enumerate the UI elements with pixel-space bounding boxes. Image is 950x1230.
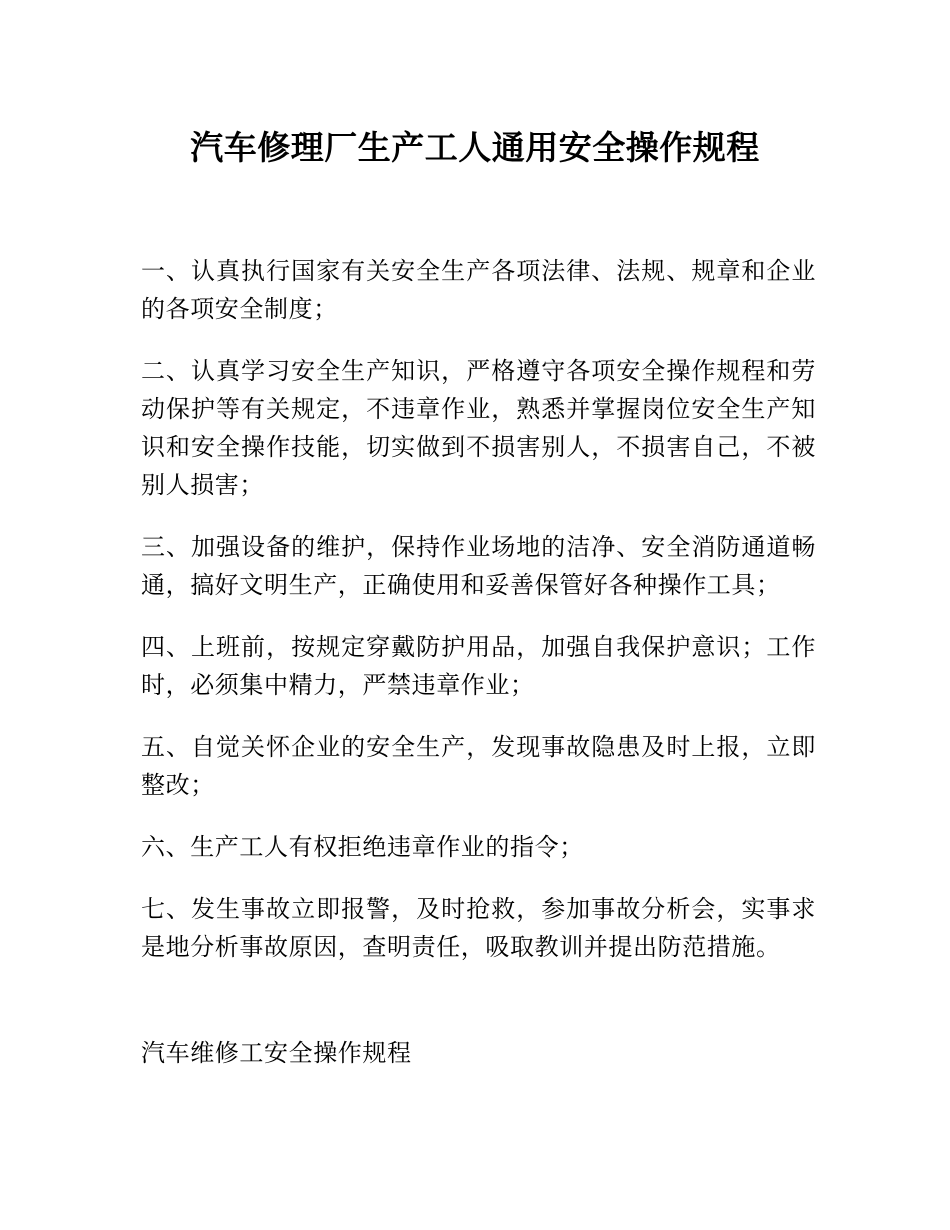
clause-4: 四、上班前，按规定穿戴防护用品，加强自我保护意识；工作时，必须集中精力，严禁违章作业；	[141, 633, 816, 699]
clause-5: 五、自觉关怀企业的安全生产，发现事故隐患及时上报，立即整改；	[141, 733, 816, 799]
page-title: 汽车修理厂生产工人通用安全操作规程	[190, 128, 760, 167]
clause-list	[141, 252, 816, 990]
clause-3: 三、加强设备的维护，保持作业场地的洁净、安全消防通道畅通，搞好文明生产，正确使用和妥善保管好各种操作工具；	[141, 533, 816, 599]
clause-7: 七、发生事故立即报警，及时抢救，参加事故分析会，实事求是地分析事故原因，查明责任，吸取教训并提出防范措施。	[141, 895, 816, 961]
section-heading: 汽车维修工安全操作规程	[141, 1039, 412, 1067]
clause-2: 二、认真学习安全生产知识，严格遵守各项安全操作规程和劳动保护等有关规定，不违章作业，熟悉并掌握岗位安全生产知识和安全操作技能，切实做到不损害别人，不损害自己，不被别人损害；	[141, 357, 816, 499]
clause-6: 六、生产工人有权拒绝违章作业的指令；	[141, 833, 584, 861]
clause-1: 一、认真执行国家有关安全生产各项法律、法规、规章和企业的各项安全制度；	[141, 257, 816, 323]
